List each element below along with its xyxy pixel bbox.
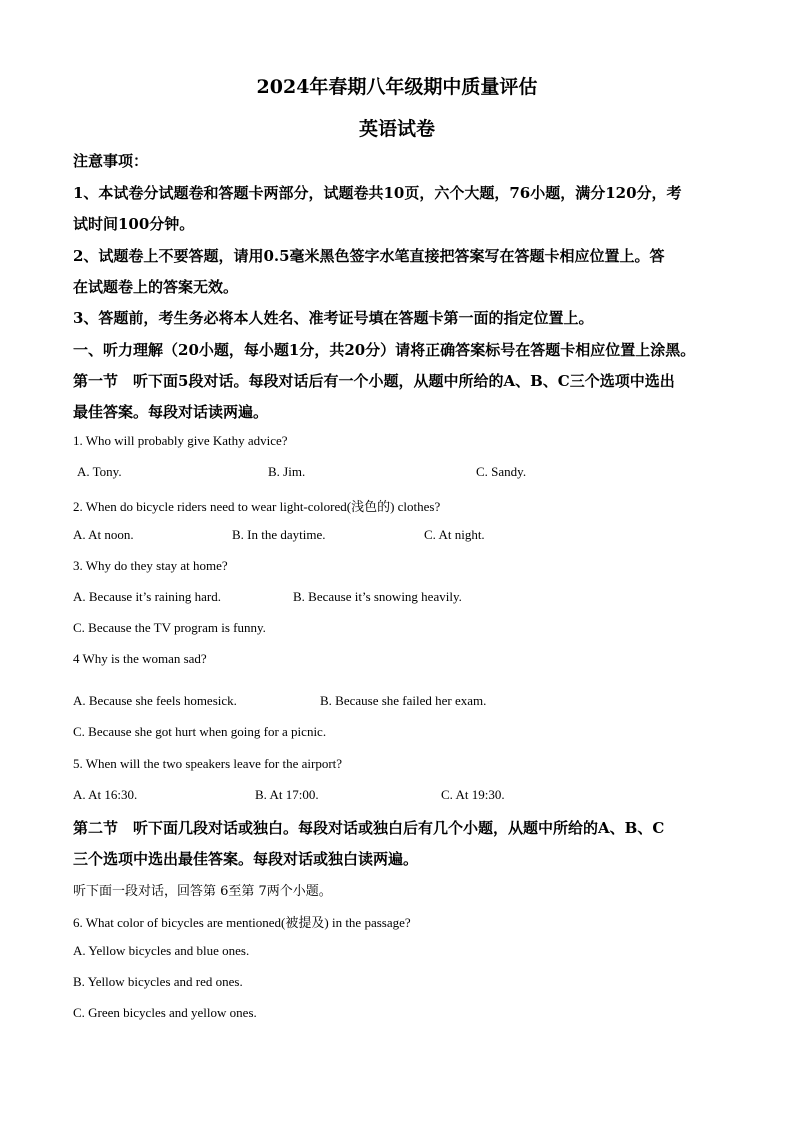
- question-2-option-a: A. At noon.: [73, 527, 134, 542]
- question-1-option-c: C. Sandy.: [476, 464, 527, 479]
- question-6-option-c: C. Green bicycles and yellow ones.: [73, 1005, 257, 1020]
- question-1: 1. Who will probably give Kathy advice?: [73, 433, 288, 448]
- notes-item-1-line-2: 试时间100分钟。: [73, 215, 195, 233]
- question-2-option-c: C. At night.: [424, 527, 485, 542]
- notes-heading: 注意事项：: [73, 152, 149, 170]
- notes-item-3: 3、答题前，考生务必将本人姓名、准考证号填在答题卡第一面的指定位置上。: [73, 309, 594, 327]
- question-3-option-a: A. Because it’s raining hard.: [73, 589, 222, 604]
- notes-item-2-line-1: 2、试题卷上不要答题，请用0.5毫米黑色签字水笔直接把答案写在答题卡相应位置上。答: [73, 247, 665, 265]
- part2-instruction-line-1: 第二节 听下面几段对话或独白。每段对话或独白后有几个小题，从题中所给的A、B、C: [73, 819, 665, 837]
- exam-subtitle: 英语试卷: [358, 118, 435, 140]
- notes-item-2-line-2: 在试题卷上的答案无效。: [73, 278, 239, 296]
- question-4-option-b: B. Because she failed her exam.: [320, 693, 487, 708]
- question-2-option-b: B. In the daytime.: [232, 527, 326, 542]
- question-6-option-a: A. Yellow bicycles and blue ones.: [73, 943, 250, 958]
- question-1-option-a: A. Tony.: [77, 464, 122, 479]
- exam-title: 2024年春期八年级期中质量评估: [256, 76, 538, 98]
- question-4-option-a: A. Because she feels homesick.: [73, 693, 237, 708]
- question-5: 5. When will the two speakers leave for the airport?: [73, 756, 343, 771]
- question-5-option-c: C. At 19:30.: [441, 787, 505, 802]
- question-6: 6. What color of bicycles are mentioned(被提及) in the passage?: [73, 915, 411, 930]
- part1-instruction-line-2: 最佳答案。每段对话读两遍。: [73, 403, 269, 421]
- question-2: 2. When do bicycle riders need to wear light-colored(浅色的) clothes?: [73, 499, 441, 514]
- section1-heading: 一、听力理解（20小题，每小题1分，共20分）请将正确答案标号在答题卡相应位置上涂黑。: [73, 341, 696, 359]
- part2-dialogue-instruction: 听下面一段对话，回答第 6至第 7两个小题。: [73, 884, 332, 899]
- notes-item-1-line-1: 1、本试卷分试题卷和答题卡两部分，试题卷共10页，六个大题，76小题，满分120分，考: [73, 184, 682, 202]
- question-1-option-b: B. Jim.: [268, 464, 306, 479]
- question-4-option-c: C. Because she got hurt when going for a picnic.: [73, 724, 327, 739]
- question-5-option-a: A. At 16:30.: [73, 787, 138, 802]
- question-6-option-b: B. Yellow bicycles and red ones.: [73, 974, 243, 989]
- question-4: 4 Why is the woman sad?: [73, 651, 207, 666]
- part2-instruction-line-2: 三个选项中选出最佳答案。每段对话或独白读两遍。: [73, 850, 419, 868]
- part1-instruction-line-1: 第一节 听下面5段对话。每段对话后有一个小题，从题中所给的A、B、C三个选项中选出: [73, 372, 675, 390]
- question-3-option-c: C. Because the TV program is funny.: [73, 620, 266, 635]
- question-3: 3. Why do they stay at home?: [73, 558, 228, 573]
- question-5-option-b: B. At 17:00.: [255, 787, 319, 802]
- question-3-option-b: B. Because it’s snowing heavily.: [293, 589, 462, 604]
